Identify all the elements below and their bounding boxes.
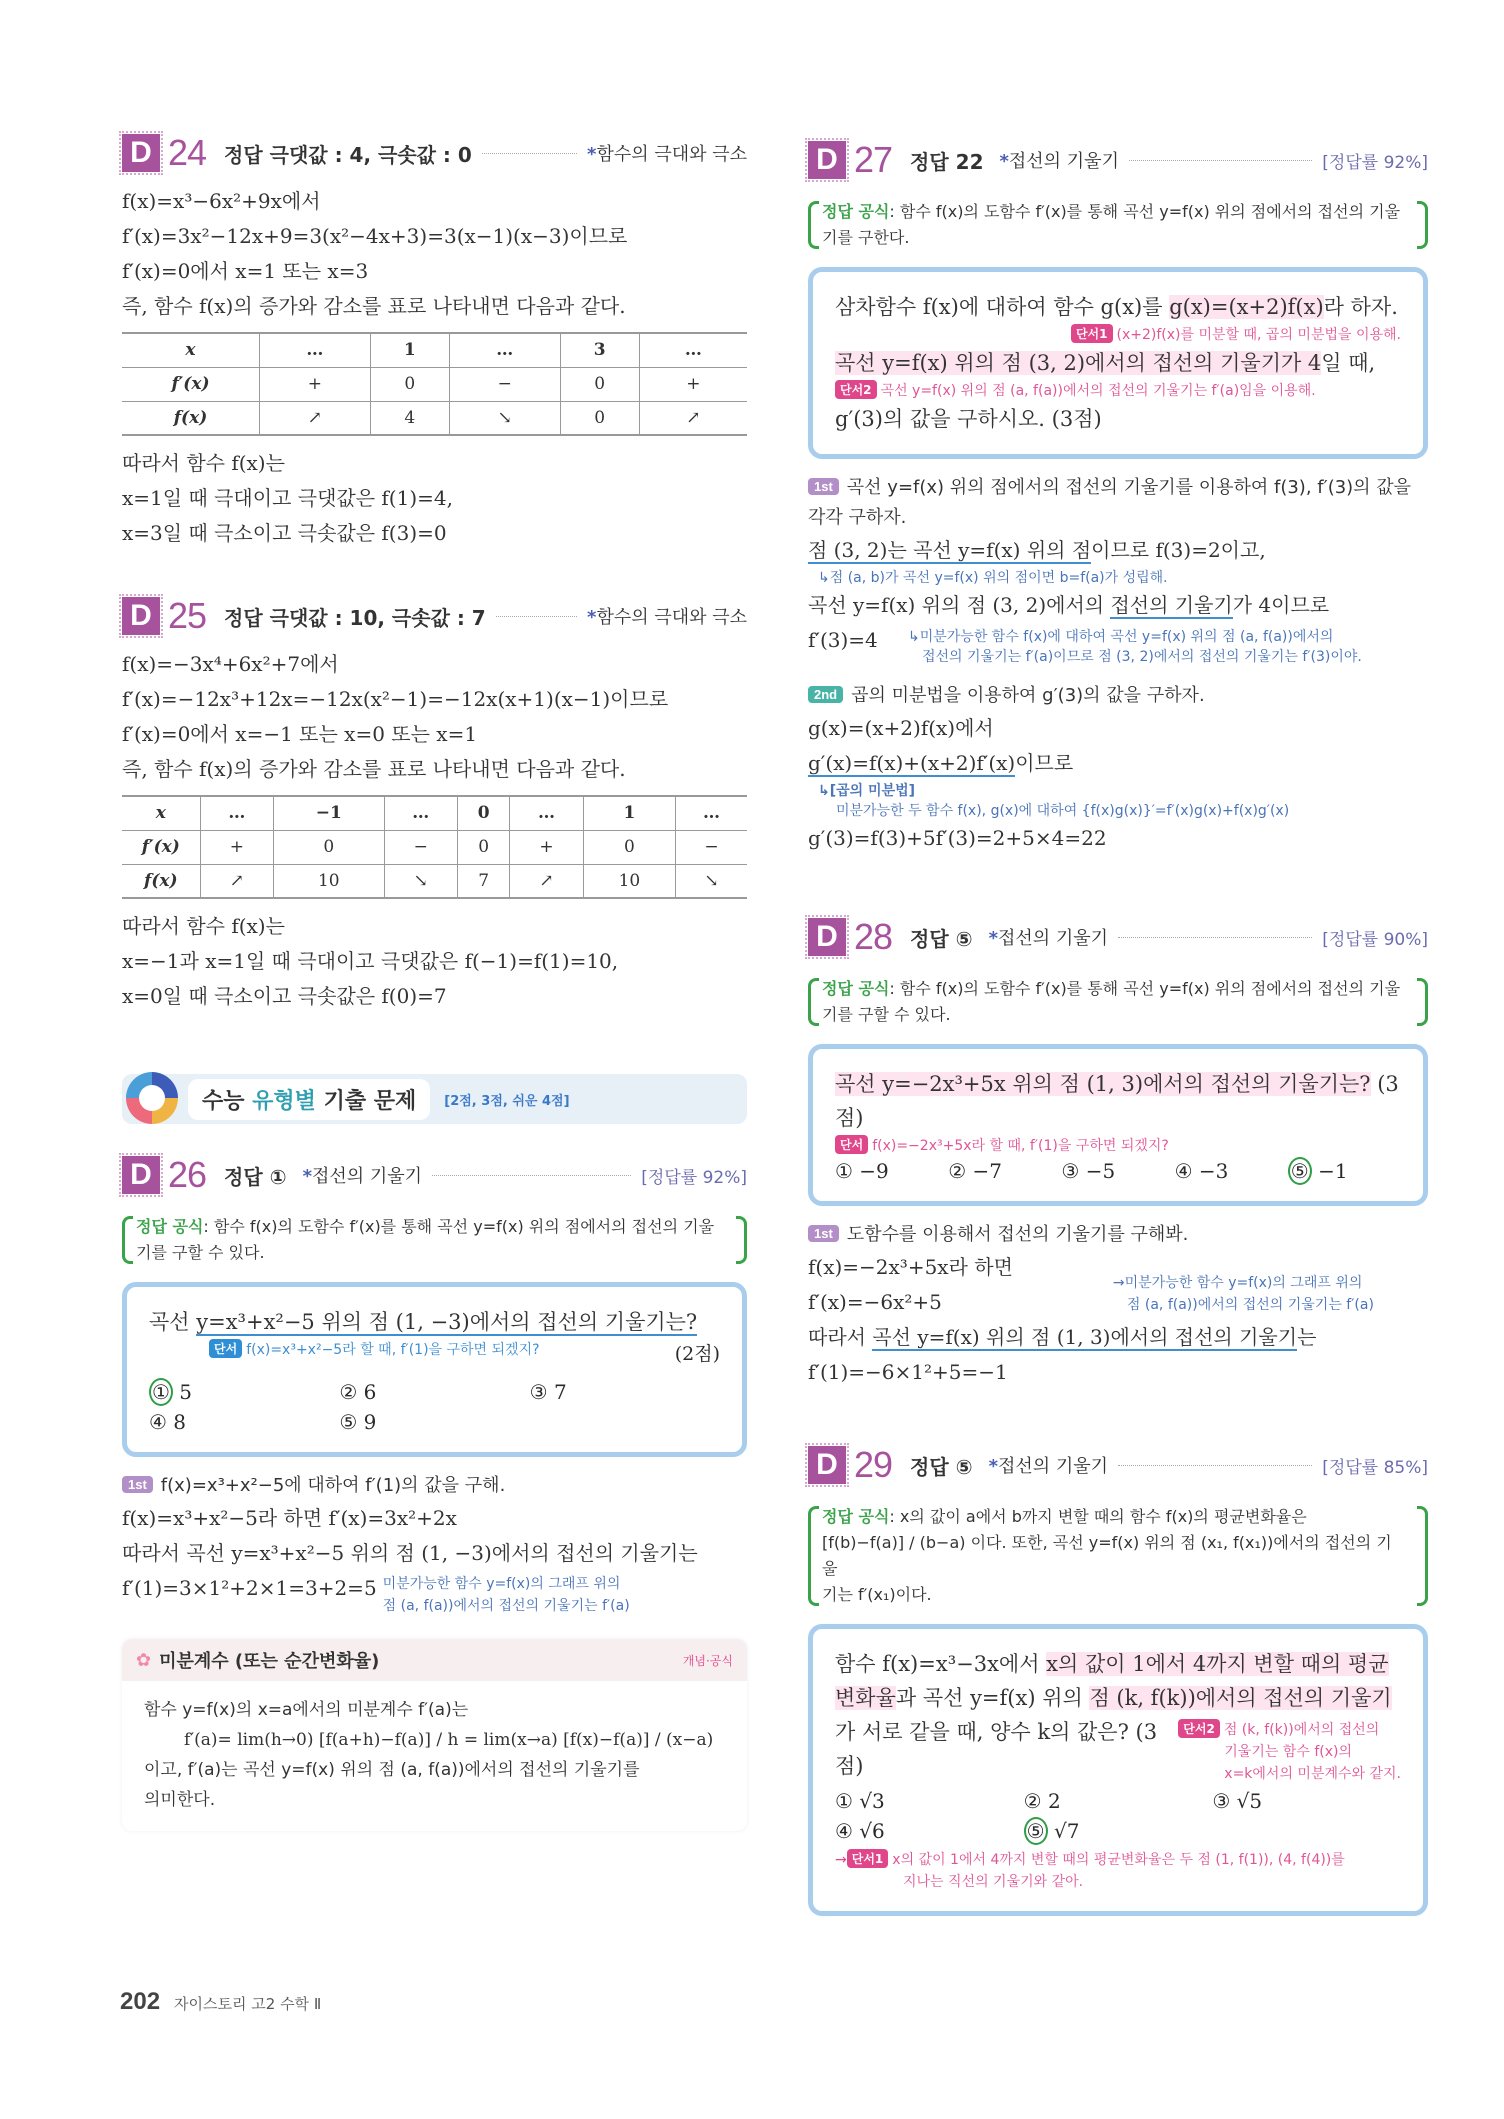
- solution-29: [808, 1440, 1428, 1916]
- star-icon: *: [302, 1166, 313, 1187]
- solution-25: [122, 591, 747, 1014]
- d-badge: D: [808, 918, 846, 956]
- topic-label: *접선의 기울기: [988, 1456, 1109, 1477]
- star-icon: *: [988, 928, 999, 949]
- topic-label: *함수의 극대와 극소: [587, 607, 747, 628]
- d-badge: D: [122, 134, 160, 172]
- question-number: 25: [168, 595, 207, 636]
- page-number: 202: [120, 1988, 161, 2015]
- choice-4[interactable]: ④ −3: [1174, 1159, 1229, 1183]
- solution-line: f′(x)=−12x³+12x=−12x(x²−1)=−12x(x+1)(x−1)이므로: [122, 687, 669, 711]
- solution-header: [808, 912, 1428, 962]
- side-note: 미분가능한 함수 y=f(x)의 그래프 위의 점 (a, f(a))에서의 접선의 기울기는 f′(a): [382, 1576, 630, 1614]
- table-row: x … 1 … 3 …: [122, 333, 747, 367]
- solution-26: [122, 1150, 747, 1617]
- star-icon: *: [587, 144, 597, 165]
- question-box: 함수 f(x)=x³−3x에서 x의 값이 1에서 4까지 변할 때의 평균 변화율과 곡선 y=f(x) 위의 점 (k, f(k))에서의 접선의 기울기 가 서로 같을 때, 양수 k의 값은? (3점) 단서2 점 (k, f(k))에서의 접선의 기울기는 함수 f(x)의 x=k에서의 미분계수와 같지. ① √3 ② 2 ③ √5 ④ √6 ⑤ √7 → 단서1 x의 값이 1에서 4까지 변할 때의 평균변화율은 두 점 (1, f(1)), (4, f(4))를 지나는 직선의 기울기와 같아.: [808, 1624, 1428, 1916]
- correct-rate: [정답률 92%]: [641, 1167, 747, 1188]
- d-badge: D: [808, 1446, 846, 1484]
- table-row: f′(x) + 0 − 0 +: [122, 367, 747, 401]
- question-box: [122, 1282, 747, 1457]
- page-footer: [120, 1988, 321, 2016]
- answer-label: 정답 극댓값 : 4, 극솟값 : 0: [224, 142, 472, 167]
- solution-line: f′(x)=0에서 x=−1 또는 x=0 또는 x=1: [122, 722, 478, 746]
- correct-rate: [정답률 92%]: [1322, 152, 1428, 173]
- table-row: f(x) ↗ 4 ↘ 0 ↗: [122, 401, 747, 435]
- choice-4[interactable]: ④ 8: [149, 1410, 187, 1434]
- conclusion-line: x=3일 때 극소이고 극솟값은 f(3)=0: [122, 521, 447, 545]
- dotted-leader: [482, 153, 577, 154]
- step-1: 1st 곡선 y=f(x) 위의 점에서의 접선의 기울기를 이용하여 f(3), f′(3)의 값을 각각 구하자.: [808, 477, 1412, 528]
- choice-5[interactable]: ⑤ √7: [1024, 1819, 1213, 1843]
- choice-1[interactable]: ① √3: [835, 1789, 885, 1813]
- table-row: f′(x) + 0 − 0 + 0 −: [122, 830, 747, 864]
- left-column: [122, 128, 747, 1831]
- dotted-leader: [496, 616, 577, 617]
- choice-5[interactable]: ⑤ −1: [1288, 1159, 1401, 1183]
- right-column: [808, 135, 1428, 1916]
- star-icon: *: [988, 1456, 999, 1477]
- side-note: →미분가능한 함수 y=f(x)의 그래프 위의 점 (a, f(a))에서의 접선의 기울기는 f′(a): [1112, 1275, 1374, 1313]
- question-number: 27: [854, 139, 893, 180]
- answer-label: 정답 극댓값 : 10, 극솟값 : 7: [224, 605, 486, 630]
- d-badge: D: [122, 1156, 160, 1194]
- step-2: 2nd 곱의 미분법을 이용하여 g′(3)의 값을 구하자.: [808, 681, 1428, 711]
- choice-2[interactable]: ② 2: [1023, 1789, 1061, 1813]
- topic-label: *접선의 기울기: [999, 151, 1119, 172]
- choices: [835, 1159, 1401, 1183]
- solution-27: D 27 정답 22 *접선의 기울기 [정답률 92%] 정답 공식: 함수 f(x)의 도함수 f′(x)를 통해 곡선 y=f(x) 위의 점에서의 접선의 기울기를 구한다. 삼차함수 f(x)에 대하여 함수 g(x)를 g(x)=(x+2)f(x)라 하자. 단서1 (x+2)f(x)를 미분할 때, 곱의 미분법을 이용해. 곡선 y=f(x) 위의 점 (3, 2)에서의 접선의 기울기가 4일 때, 단서2 곡선 y=f(x) 위의 점 (a, f(a))에서의 접선의 기울기는 f′(a)임을 이용해. g′(3)의 값을 구하시오. (3점) 1st 곡선 y=f(x) 위의 점에서의 접선의 기울기를 이용하여 f(3), f′(3)의 값을 각각 구하자. 점 (3, 2)는 곡선 y=f(x) 위의 점이므로 f(3)=2이고, ↳점 (a, b)가 곡선 y=f(x) 위의 점이면 b=f(a)가 성립해. 곡선 y=f(x) 위의 점 (3, 2)에서의 접선의 기울기가 4이므로 f′(3)=4 ↳미분가능한 함수 f(x)에 대하여 곡선 y=f(x) 위의 점 (a, f(a))에서의 접선의 기울기는 f′(a)이므로 점 (3, 2)에서의 접선의 기울기는 f′(3)이야. 2nd 곱의 미분법을 이용하여 g′(3)의 값을 구하자. g(x)=(x+2)f(x)에서 g′(x)=f(x)+(x+2)f′(x)이므로 ↳[곱의 미분법] 미분가능한 두 함수 f(x), g(x)에 대하여 {f(x)g(x)}′=f′(x)g(x)+f(x)g′(x) g′(3)=f(3)+5f′(3)=2+5×4=22: [808, 135, 1428, 856]
- choice-2[interactable]: ② −7: [948, 1159, 1002, 1183]
- solution-header: [808, 1440, 1428, 1490]
- solution-header: [122, 1150, 747, 1200]
- choice-2[interactable]: ② 6: [339, 1380, 377, 1404]
- table-row: f(x) ↗ 10 ↘ 7 ↗ 10 ↘: [122, 864, 747, 898]
- choice-1[interactable]: ① −9: [835, 1159, 889, 1183]
- question-number: 26: [168, 1154, 207, 1195]
- conclusion-line: x=0일 때 극소이고 극솟값은 f(0)=7: [122, 984, 447, 1008]
- question-number: 29: [854, 1444, 893, 1485]
- solution-line: f′(x)=3x²−12x+9=3(x²−4x+3)=3(x−1)(x−3)이므로: [122, 224, 628, 248]
- hint-2: 단서2 점 (k, f(k))에서의 접선의 기울기는 함수 f(x)의 x=k에서의 미분계수와 같지.: [1178, 1719, 1401, 1785]
- solution-header: [122, 591, 747, 641]
- star-icon: *: [999, 151, 1009, 172]
- concept-header: ✿ 미분계수 (또는 순간변화율) 개념·공식: [122, 1639, 747, 1681]
- conclusion-line: x=−1과 x=1일 때 극대이고 극댓값은 f(−1)=f(1)=10,: [122, 949, 619, 973]
- choice-3[interactable]: ③ √5: [1212, 1789, 1263, 1813]
- solution-line: 즉, 함수 f(x)의 증가와 감소를 표로 나타내면 다음과 같다.: [122, 757, 626, 781]
- answer-formula: 정답 공식: 함수 f(x)의 도함수 f′(x)를 통해 곡선 y=f(x) 위의 점에서의 접선의 기울기를 구할 수 있다.: [122, 1214, 747, 1266]
- dotted-leader: [1129, 160, 1312, 161]
- section-banner: [122, 1074, 747, 1124]
- answer-formula: 정답 공식: 함수 f(x)의 도함수 f′(x)를 통해 곡선 y=f(x) 위의 점에서의 접선의 기울기를 구한다.: [808, 199, 1428, 251]
- d-badge: D: [808, 141, 846, 179]
- choice-3[interactable]: ③ 7: [529, 1380, 567, 1404]
- dotted-leader: [432, 1175, 631, 1176]
- answer-label: 정답 ⑤: [910, 926, 973, 951]
- d-badge: D: [122, 597, 160, 635]
- conclusion-line: x=1일 때 극대이고 극댓값은 f(1)=4,: [122, 486, 453, 510]
- choice-3[interactable]: ③ −5: [1061, 1159, 1116, 1183]
- solution-line: f(x)=−3x⁴+6x²+7에서: [122, 652, 339, 676]
- points: (2점): [674, 1343, 720, 1365]
- choice-1[interactable]: ① 5: [149, 1380, 339, 1404]
- hint: 단서 f(x)=x³+x²−5라 할 때, f′(1)을 구하면 되겠지?: [209, 1339, 540, 1366]
- hint: 단서 f(x)=−2x³+5x라 할 때, f′(1)을 구하면 되겠지?: [835, 1135, 1401, 1157]
- question-number: 28: [854, 916, 893, 957]
- solution-24: [122, 128, 747, 551]
- choice-5[interactable]: ⑤ 9: [339, 1410, 377, 1434]
- step-1: 1st 도함수를 이용해서 접선의 기울기를 구해봐.: [808, 1220, 1428, 1250]
- arrow-icon: →: [835, 1852, 847, 1868]
- hint-1: 단서1 (x+2)f(x)를 미분할 때, 곱의 미분법을 이용해.: [835, 324, 1401, 346]
- hint-1: → 단서1 x의 값이 1에서 4까지 변할 때의 평균변화율은 두 점 (1, f(1)), (4, f(4))를 지나는 직선의 기울기와 같아.: [835, 1849, 1401, 1893]
- question-number: 24: [168, 132, 207, 173]
- choices: [149, 1380, 720, 1434]
- topic-label: *함수의 극대와 극소: [587, 144, 747, 165]
- solution-line: 따라서 곡선 y=x³+x²−5 위의 점 (1, −3)에서의 접선의 기울기는: [122, 1541, 698, 1565]
- correct-rate: [정답률 85%]: [1322, 1457, 1428, 1478]
- answer-label: 정답 ⑤: [910, 1454, 973, 1479]
- conclusion-line: 따라서 함수 f(x)는: [122, 451, 285, 475]
- solution-line: f′(1)=3×1²+2×1=3+2=5: [122, 1576, 377, 1600]
- concept-body: 함수 y=f(x)의 x=a에서의 미분계수 f′(a)는 f′(a)= lim(h→0) [f(a+h)−f(a)] / h = lim(x→a) [f(x)−f(a)] / (x−a) 이고, f′(a)는 곡선 y=f(x) 위의 점 (a, f(a))에서의 접선의 기울기를 의미한다.: [122, 1681, 747, 1831]
- conclusion-line: 따라서 함수 f(x)는: [122, 914, 285, 938]
- derivative-formula: f′(a)= lim(h→0) [f(a+h)−f(a)] / h = lim(x→a) [f(x)−f(a)] / (x−a): [184, 1730, 714, 1750]
- side-note: ↳점 (a, b)가 곡선 y=f(x) 위의 점이면 b=f(a)가 성립해.: [818, 570, 1168, 586]
- solution-header: [122, 128, 747, 178]
- book-title: 자이스토리 고2 수학 Ⅱ: [174, 1995, 322, 2013]
- answer-label: 정답 22: [910, 149, 984, 174]
- solution-line: f′(x)=0에서 x=1 또는 x=3: [122, 259, 369, 283]
- answer-label: 정답 ①: [224, 1164, 287, 1189]
- side-note: ↳미분가능한 함수 f(x)에 대하여 곡선 y=f(x) 위의 점 (a, f(a))에서의 접선의 기울기는 f′(a)이므로 점 (3, 2)에서의 접선의 기울기는 f′(3)이야.: [908, 629, 1362, 665]
- question-box: 곡선 y=−2x³+5x 위의 점 (1, 3)에서의 접선의 기울기는? (3점) 단서 f(x)=−2x³+5x라 할 때, f′(1)을 구하면 되겠지? ① −9 ② −7 ③ −5 ④ −3 ⑤ −1: [808, 1044, 1428, 1206]
- choice-4[interactable]: ④ √6: [835, 1819, 885, 1843]
- ring-logo-icon: [126, 1072, 178, 1124]
- question-box: 삼차함수 f(x)에 대하여 함수 g(x)를 g(x)=(x+2)f(x)라 하자. 단서1 (x+2)f(x)를 미분할 때, 곱의 미분법을 이용해. 곡선 y=f(x) 위의 점 (3, 2)에서의 접선의 기울기가 4일 때, 단서2 곡선 y=f(x) 위의 점 (a, f(a))에서의 접선의 기울기는 f′(a)임을 이용해. g′(3)의 값을 구하시오. (3점): [808, 267, 1428, 459]
- variation-table: [122, 795, 747, 899]
- correct-rate: [정답률 90%]: [1322, 929, 1428, 950]
- solution-line: 즉, 함수 f(x)의 증가와 감소를 표로 나타내면 다음과 같다.: [122, 294, 626, 318]
- dotted-leader: [1118, 937, 1312, 938]
- solution-header: [808, 135, 1428, 185]
- banner-title: 수능 유형별 기출 문제: [188, 1079, 430, 1120]
- choices: [835, 1789, 1401, 1843]
- variation-table: [122, 332, 747, 436]
- hint-2: 단서2 곡선 y=f(x) 위의 점 (a, f(a))에서의 접선의 기울기는 f′(a)임을 이용해.: [835, 380, 1401, 402]
- table-row: x … −1 … 0 … 1 …: [122, 796, 747, 830]
- question-text: 곡선 y=x³+x²−5 위의 점 (1, −3)에서의 접선의 기울기는?: [149, 1310, 698, 1334]
- solution-28: D 28 정답 ⑤ *접선의 기울기 [정답률 90%] 정답 공식: 함수 f(x)의 도함수 f′(x)를 통해 곡선 y=f(x) 위의 점에서의 접선의 기울기를 구할 수 있다. 곡선 y=−2x³+5x 위의 점 (1, 3)에서의 접선의 기울기는? (3점) 단서 f(x)=−2x³+5x라 할 때, f′(1)을 구하면 되겠지? ① −9 ② −7 ③ −5 ④ −3 ⑤ −1 1st 도함수를 이용해서 접선의 기울기를 구해봐. f(x)=−2x³+5x라 하면 f′(x)=−6x²+5 →미분가능한 함수 y=f(x)의 그래프 위의 점 (a, f(a))에서의 접선의 기울기는 f′(a) 따라서 곡선 y=f(x) 위의 점 (1, 3)에서의 접선의 기울기는 f′(1)=−6×1²+5=−1: [808, 912, 1428, 1390]
- dotted-leader: [1118, 1465, 1312, 1466]
- flower-icon: ✿: [136, 1649, 152, 1671]
- star-icon: *: [587, 607, 597, 628]
- step-1: 1st f(x)=x³+x²−5에 대하여 f′(1)의 값을 구해.: [122, 1471, 747, 1501]
- solution-line: f(x)=x³−6x²+9x에서: [122, 189, 321, 213]
- topic-label: *접선의 기울기: [988, 928, 1109, 949]
- banner-subtitle: [2점, 3점, 쉬운 4점]: [444, 1093, 570, 1109]
- concept-box: [122, 1639, 747, 1831]
- topic-label: *접선의 기울기: [302, 1166, 423, 1187]
- answer-formula: 정답 공식: 함수 f(x)의 도함수 f′(x)를 통해 곡선 y=f(x) 위의 점에서의 접선의 기울기를 구할 수 있다.: [808, 976, 1428, 1028]
- answer-formula: 정답 공식: x의 값이 a에서 b까지 변할 때의 함수 f(x)의 평균변화율은 [f(b)−f(a)] / (b−a) 이다. 또한, 곡선 y=f(x) 위의 점 (x₁, f(x₁))에서의 접선의 기울 기는 f′(x₁)이다.: [808, 1504, 1428, 1608]
- solution-line: f(x)=x³+x²−5라 하면 f′(x)=3x²+2x: [122, 1506, 457, 1530]
